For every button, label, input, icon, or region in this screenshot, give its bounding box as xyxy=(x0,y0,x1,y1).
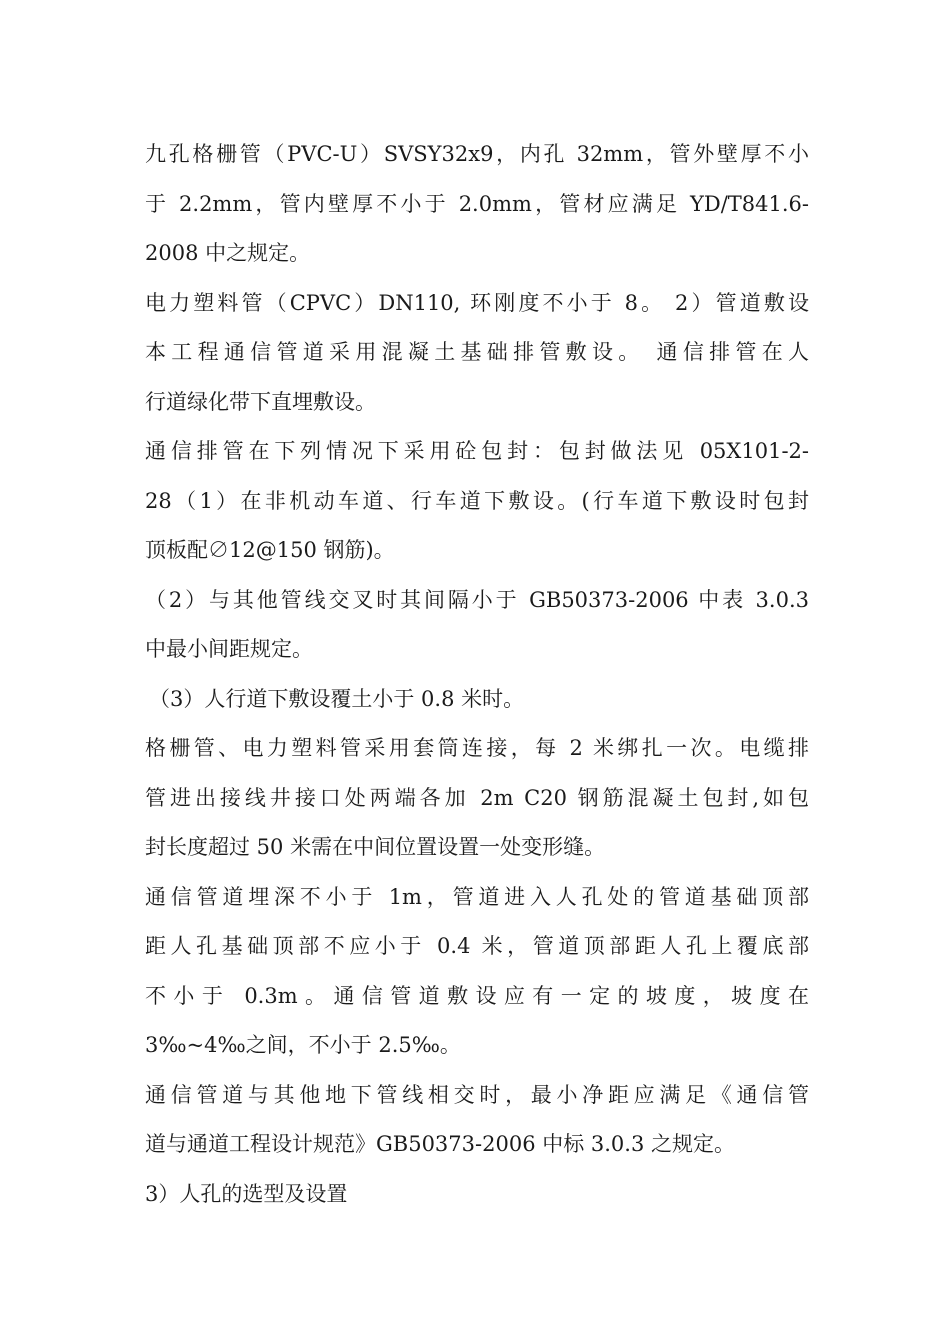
paragraph-crossing-condition xyxy=(145,576,809,675)
section-heading-manhole xyxy=(145,1170,809,1220)
text-line: 通信排管在下列情况下采用砼包封：包封做法见 05X101-2- xyxy=(145,439,809,463)
text-line: 通信管道埋深不小于 1m，管道进入人孔处的管道基础顶部 xyxy=(145,884,809,909)
text-line: 格栅管、电力塑料管采用套筒连接，每 2 米绑扎一次。电缆排 xyxy=(145,736,809,760)
text-line: 九孔格栅管（PVC-U）SVSY32x9，内孔 32mm，管外壁厚不小 xyxy=(145,142,809,166)
paragraph-sidewalk-cover xyxy=(145,675,809,725)
paragraph-concrete-encasement xyxy=(145,427,809,576)
text-line: 道与通道工程设计规范》GB50373-2006 中标 3.0.3 之规定。 xyxy=(145,1132,736,1156)
text-line: （2）与其他管线交叉时其间隔小于 GB50373-2006 中表 3.0.3 xyxy=(145,587,809,612)
text-line: 3‰~4‰之间，不小于 2.5‰。 xyxy=(145,1033,461,1057)
text-line: 本工程通信管道采用混凝土基础排管敷设。 通信排管在人 xyxy=(145,340,809,364)
text-line: 管进出接线井接口处两端各加 2m C20 钢筋混凝土包封,如包 xyxy=(145,785,809,810)
text-line: 于 2.2mm，管内壁厚不小于 2.0mm，管材应满足 YD/T841.6- xyxy=(145,191,809,216)
paragraph-burial-depth xyxy=(145,873,809,1071)
paragraph-pipe-connection xyxy=(145,724,809,873)
text-line: 电力塑料管（CPVC）DN110, 环刚度不小于 8。 2）管道敷设 xyxy=(145,290,809,315)
paragraph-grid-pipe-spec xyxy=(145,130,809,279)
paragraph-clearance xyxy=(145,1071,809,1170)
text-line: 3）人孔的选型及设置 xyxy=(145,1181,348,1206)
text-line: 封长度超过 50 米需在中间位置设置一处变形缝。 xyxy=(145,835,606,859)
text-line: 中最小间距规定。 xyxy=(145,637,313,661)
text-line: 距人孔基础顶部不应小于 0.4 米，管道顶部距人孔上覆底部 xyxy=(145,934,809,958)
text-line: 行道绿化带下直埋敷设。 xyxy=(145,389,376,414)
document-body xyxy=(145,130,809,1219)
text-line: （3）人行道下敷设覆土小于 0.8 米时。 xyxy=(149,686,525,711)
text-line: 顶板配∅12@150 钢筋)。 xyxy=(145,538,395,562)
text-line: 2008 中之规定。 xyxy=(145,241,311,265)
paragraph-power-pipe-spec xyxy=(145,279,809,428)
text-line: 通信管道与其他地下管线相交时，最小净距应满足《通信管 xyxy=(145,1082,809,1107)
text-line: 28（1）在非机动车道、行车道下敷设。(行车道下敷设时包封 xyxy=(145,488,809,513)
text-line: 不小于 0.3m。通信管道敷设应有一定的坡度，坡度在 xyxy=(145,983,809,1008)
